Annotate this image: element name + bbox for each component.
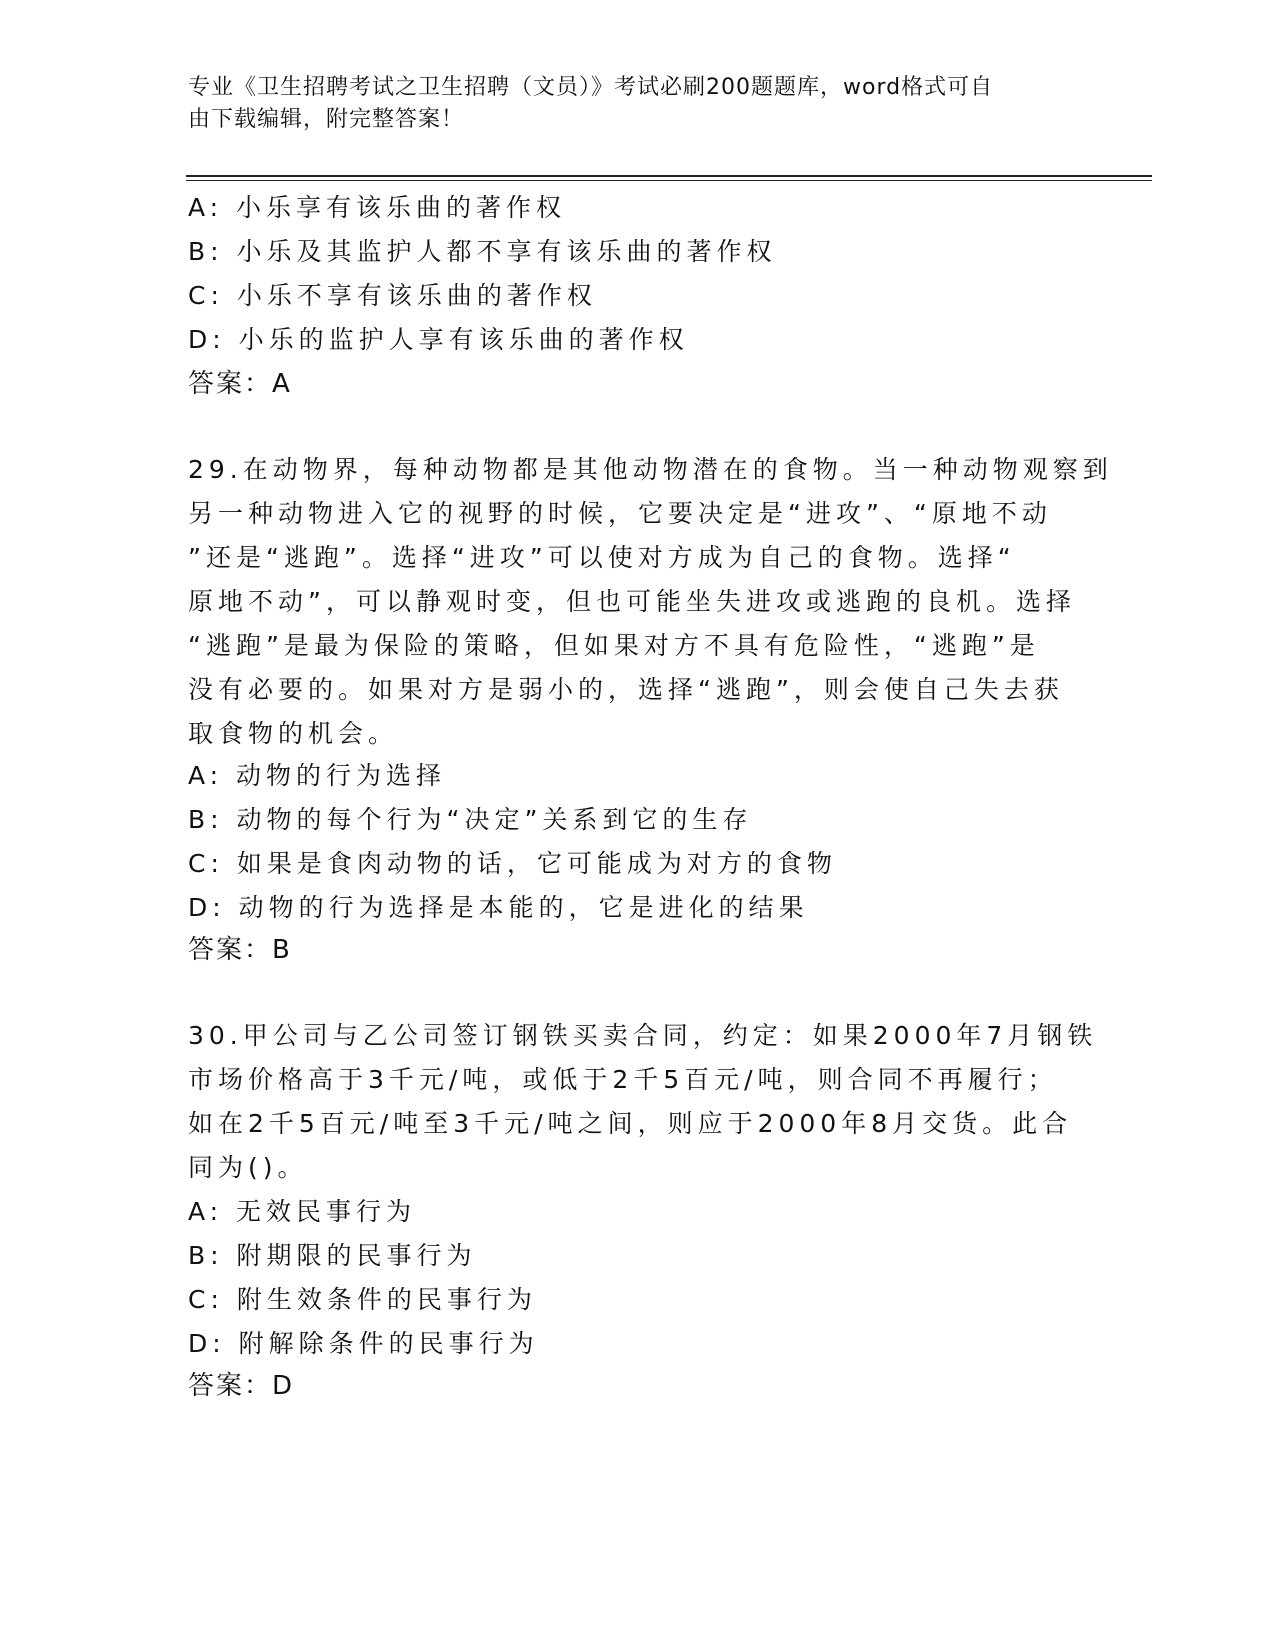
q30-option-c: C: 附生效条件的民事行为 [188,1285,537,1314]
answer-label: 答案： [188,935,273,965]
q28-option-c: C: 小乐不享有该乐曲的著作权 [188,281,597,310]
q29-option-a: A: 动物的行为选择 [188,761,447,790]
q30-stem-line-1: 30.甲公司与乙公司签订钢铁买卖合同，约定：如果2000年7月钢铁 [188,1021,1098,1050]
q28-option-d: D: 小乐的监护人享有该乐曲的著作权 [188,325,689,354]
answer-value: A [272,369,292,399]
q30-stem-line-4: 同为()。 [188,1153,308,1182]
header-line-2: 由下载编辑，附完整答案！ [188,107,465,132]
document-header [188,72,1068,136]
q29-option-d: D: 动物的行为选择是本能的，它是进化的结果 [188,893,809,922]
q29-answer [188,934,292,966]
answer-label: 答案： [188,369,273,399]
q30-stem-line-2: 市场价格高于3千元/吨，或低于2千5百元/吨，则合同不再履行； [188,1065,1058,1094]
q29-stem-line-2: 另一种动物进入它的视野的时候，它要决定是“进攻”、“原地不动 [188,499,1052,528]
q28-option-a: A: 小乐享有该乐曲的著作权 [188,193,567,222]
answer-label: 答案： [188,1371,273,1401]
q29-option-b: B: 动物的每个行为“决定”关系到它的生存 [188,805,753,834]
answer-value: B [272,935,292,965]
q30-option-b: B: 附期限的民事行为 [188,1241,477,1270]
q30-option-a: A: 无效民事行为 [188,1197,417,1226]
q28-option-b: B: 小乐及其监护人都不享有该乐曲的著作权 [188,237,777,266]
q29-stem-line-4: 原地不动”，可以静观时变，但也可能坐失进攻或逃跑的良机。选择 [188,587,1076,616]
q30-answer [188,1370,294,1402]
answer-value: D [272,1371,295,1401]
q29-stem-line-6: 没有必要的。如果对方是弱小的，选择“逃跑”，则会使自己失去获 [188,675,1064,704]
header-divider-thick [186,175,1152,177]
q29-option-c: C: 如果是食肉动物的话，它可能成为对方的食物 [188,849,837,878]
header-line-1: 专业《卫生招聘考试之卫生招聘（文员）》考试必刷200题题库，word格式可自 [188,75,994,100]
q30-option-d: D: 附解除条件的民事行为 [188,1329,539,1358]
q29-stem-line-7: 取食物的机会。 [188,719,399,748]
q28-answer [188,368,292,400]
header-divider-thin [186,180,1152,181]
q29-stem-line-3: ”还是“逃跑”。选择“进攻”可以使对方成为自己的食物。选择“ [188,543,1016,572]
q30-stem-line-3: 如在2千5百元/吨至3千元/吨之间，则应于2000年8月交货。此合 [188,1109,1073,1138]
q29-stem-line-5: “逃跑”是最为保险的策略，但如果对方不具有危险性，“逃跑”是 [188,631,1040,660]
q29-stem-line-1: 29.在动物界，每种动物都是其他动物潜在的食物。当一种动物观察到 [188,455,1113,484]
